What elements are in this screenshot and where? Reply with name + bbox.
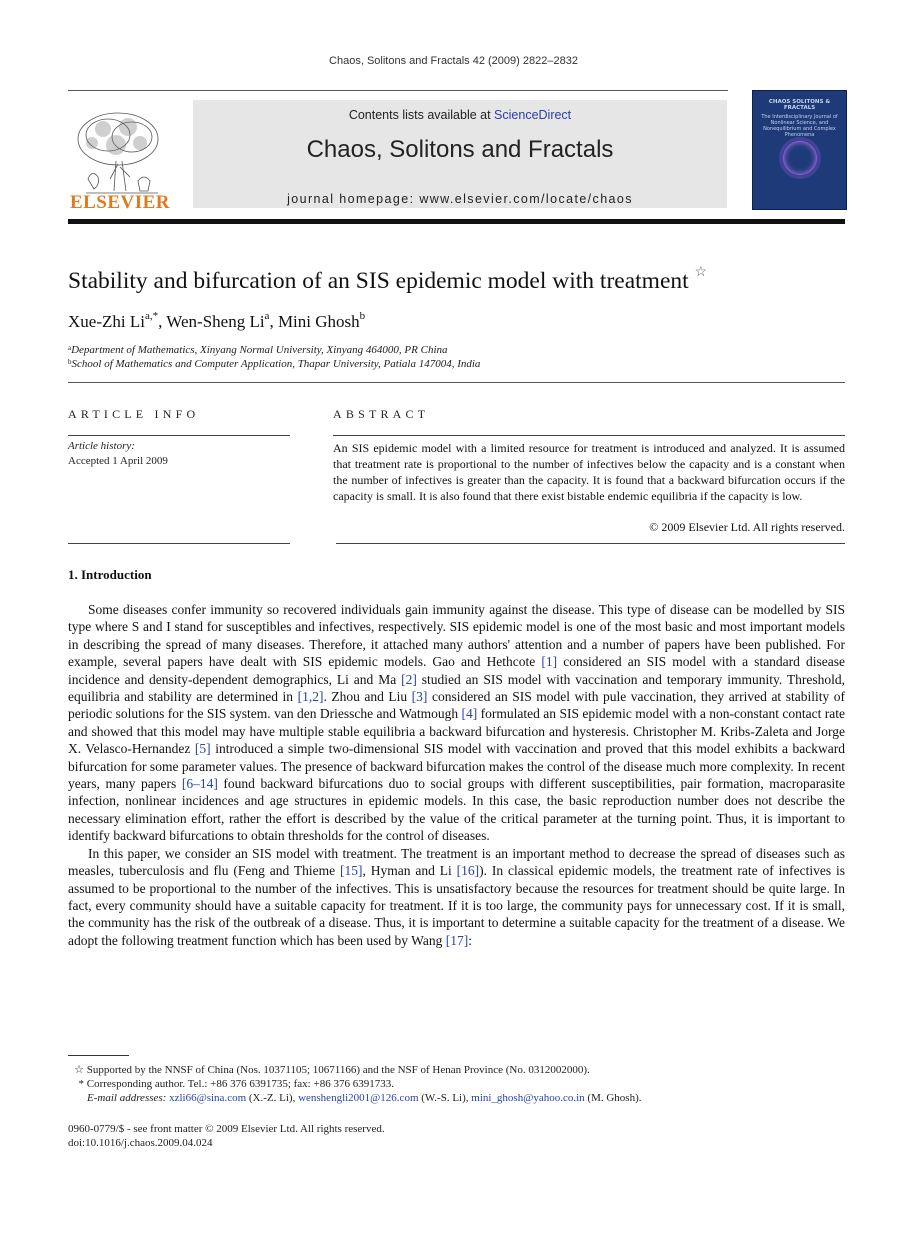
paragraph-text: In this paper, we consider an SIS model with treatment. The treatment is an important method to decrease the spread of diseases such as measles, tuberculosis and flu (Feng and Thieme bbox=[68, 845, 845, 879]
citation-link[interactable]: [15] bbox=[339, 863, 363, 879]
paragraph-text: studied an SIS model with vaccination and temporary immunity. Threshold, equilibria and stability are determined in bbox=[68, 671, 845, 705]
header-rule bbox=[68, 90, 728, 91]
paragraph-text: considered an SIS model with a standard disease incidence and density-dependent demographics, Li and Ma bbox=[68, 654, 845, 687]
cover-title: CHAOS SOLITONS & FRACTALS bbox=[768, 99, 831, 111]
introduction-body bbox=[68, 601, 845, 949]
author-name: Mini Ghosh bbox=[277, 312, 360, 331]
email-link[interactable]: mini_ghosh@yahoo.co.in bbox=[471, 1092, 585, 1104]
abstract-rule bbox=[333, 435, 845, 436]
citation-link[interactable]: [3] bbox=[411, 689, 428, 705]
article-info-heading: ARTICLE INFO bbox=[68, 407, 200, 421]
journal-homepage[interactable]: journal homepage: www.elsevier.com/locate/chaos bbox=[287, 192, 633, 206]
section-rule bbox=[68, 382, 845, 383]
author-name: Wen-Sheng Li bbox=[166, 312, 265, 331]
doi-line[interactable]: doi:10.1016/j.chaos.2009.04.024 bbox=[68, 1137, 213, 1149]
sciencedirect-link[interactable]: ScienceDirect bbox=[494, 108, 572, 122]
journal-masthead bbox=[193, 100, 727, 208]
masthead-rule bbox=[68, 219, 845, 224]
elsevier-wordmark: ELSEVIER bbox=[69, 192, 171, 213]
author-affil-mark[interactable]: a,* bbox=[144, 310, 159, 322]
article-title bbox=[68, 265, 708, 295]
funding-text: Supported by the NNSF of China (Nos. 10371105; 10671166) and the NSF of Henan Province (No. 0312002000). bbox=[86, 1064, 590, 1076]
title-footnote-star-icon[interactable]: ☆ bbox=[694, 265, 708, 280]
accepted-date: Accepted 1 April 2009 bbox=[68, 455, 168, 467]
paragraph-text: formulated an SIS epidemic model with a non-constant contact rate and showed that this model may have multiple stable equilibria a backward bifurcation and hysteresis. Christopher M. Kribs-Zaleta and Jorge X. Velasco-Hernandez bbox=[68, 706, 845, 757]
journal-title: Chaos, Solitons and Fractals bbox=[306, 136, 614, 163]
paragraph-text: introduced a simple two-dimensional SIS model with vaccination and proved that this model exhibits a backward bifurcation for some parameter values. The presence of backward bifurcation makes the control of the disease much more complexity. In recent years, many papers bbox=[68, 741, 845, 792]
contents-prefix: Contents lists available at bbox=[348, 108, 495, 122]
abstract-bottom-rule bbox=[336, 543, 845, 544]
abstract-text: An SIS epidemic model with a limited resource for treatment is introduced and analyzed. It is assumed that treatment rate is proportional to the number of infectives below the capacity and is a constant when the number of infectives is greater than the capacity. It is found that a backward bifurcation occurs if the capacity is small. It is also found that there exist bistable endemic equilibria if the capacity is low. bbox=[333, 441, 845, 503]
author-name: Xue-Zhi Li bbox=[68, 312, 145, 331]
paragraph-text: found backward bifurcations duo to social groups with different susceptibilities, pair formation, macroparasite infection, nonlinear incidences and age structures in epidemic models. In this case, the basic reproduction number does not describe the necessary elimination effort, rather the effort is described by the value of the critical parameter at the turning point. Thus, it is important to identify backward bifurcations to obtain thresholds for the control of diseases. bbox=[68, 776, 845, 844]
citation-link[interactable]: [1] bbox=[541, 654, 558, 670]
article-info-bottom-rule bbox=[68, 543, 290, 544]
citation-link[interactable]: [2] bbox=[401, 671, 417, 687]
citation-link[interactable]: [5] bbox=[194, 741, 211, 757]
paragraph-text: , Hyman and Li bbox=[362, 863, 457, 879]
funding-footnote bbox=[68, 1063, 845, 1076]
journal-cover-image bbox=[752, 90, 847, 210]
article-title-text: Stability and bifurcation of an SIS epidemic model with treatment bbox=[68, 268, 689, 294]
paragraph-text: . Zhou and Liu bbox=[323, 689, 412, 705]
footnote-star-icon: ☆ bbox=[74, 1064, 84, 1076]
citation-link[interactable]: [6–14] bbox=[181, 776, 218, 792]
citation-link[interactable]: [16] bbox=[456, 863, 480, 879]
footnote-asterisk-icon: * bbox=[78, 1078, 84, 1090]
affiliation: $^a$Department of Mathematics, Xinyang Normal University, Xinyang 464000, PR China bbox=[68, 344, 448, 356]
paragraph-text: : bbox=[468, 932, 472, 948]
cover-subtitle: The Interdisciplinary Journal of Nonlinear Science, and Nonequilibrium and Complex Phenomena bbox=[761, 114, 838, 138]
contents-line bbox=[193, 108, 727, 122]
section-heading-introduction: 1. Introduction bbox=[68, 567, 152, 582]
article-history-label: Article history: bbox=[68, 440, 135, 452]
corresponding-footnote bbox=[68, 1078, 845, 1090]
email-link[interactable]: wenshengli2001@126.com bbox=[298, 1092, 419, 1104]
author-affil-mark[interactable]: b bbox=[359, 310, 366, 322]
abstract-copyright: © 2009 Elsevier Ltd. All rights reserved. bbox=[649, 520, 845, 534]
paragraph-text: considered an SIS model with pule vaccination, they arrived at stability of periodic solutions for the SIS system. van den Driessche and Watmough bbox=[68, 689, 845, 722]
footnote-rule bbox=[68, 1055, 129, 1056]
paragraph-text: ). In classical epidemic models, the treatment rate of infectives is assumed to be proportional to the number of the infectives. This is unsatisfactory because the resources for treatment should be quite large. In fact, every community should have a suitable capacity for treatment. If it is too large, the community pays for unnecessary cost. If it is small, the community has the risk of the outbreak of a disease. Thus, it is important to determine a suitable capacity for the treatment of a disease. We adopt the following treatment function which has been used by Wang bbox=[68, 863, 845, 948]
citation-link[interactable]: [1,2] bbox=[297, 689, 324, 705]
affiliation: $^b$School of Mathematics and Computer Application, Thapar University, Patiala 147004, India bbox=[68, 358, 481, 370]
paragraph bbox=[68, 845, 845, 949]
email-link[interactable]: xzli66@sina.com bbox=[169, 1092, 247, 1104]
email-label: E-mail addresses: bbox=[87, 1092, 167, 1104]
article-info-rule bbox=[68, 435, 290, 436]
abstract-heading: ABSTRACT bbox=[333, 407, 430, 421]
journal-reference: Chaos, Solitons and Fractals 42 (2009) 2822–2832 bbox=[329, 55, 578, 67]
paragraph bbox=[68, 601, 845, 845]
paragraph-text: Some diseases confer immunity so recovered individuals gain immunity against the disease. This type of disease can be modelled by SIS type where S and I stand for susceptibles and infectives, respectively. SIS epidemic model is one of the most basic and most important models in describing the spread of many diseases. Therefore, it attached many authors' attention and a number of papers have been published. For example, several papers have dealt with SIS epidemic models. Gao and Hethcote bbox=[68, 602, 845, 670]
email-footnote: E-mail addresses: xzli66@sina.com (X.-Z. Li), wenshengli2001@126.com (W.-S. Li), mini_ghosh@yahoo.co.in (M. Ghosh). bbox=[87, 1092, 642, 1104]
author-affil-mark[interactable]: a bbox=[264, 310, 270, 322]
issn-line: 0960-0779/$ - see front matter © 2009 Elsevier Ltd. All rights reserved. bbox=[68, 1123, 385, 1135]
corresponding-text: Corresponding author. Tel.: +86 376 6391735; fax: +86 376 6391733. bbox=[86, 1078, 394, 1090]
author-list: Xue-Zhi $Li^{a,*}$, Wen-Sheng Li$^a$, Mini Ghosh$^b$ bbox=[68, 310, 366, 331]
citation-link[interactable]: [17] bbox=[445, 932, 469, 948]
cover-fractal-graphic bbox=[783, 141, 817, 175]
citation-link[interactable]: [4] bbox=[461, 706, 478, 722]
